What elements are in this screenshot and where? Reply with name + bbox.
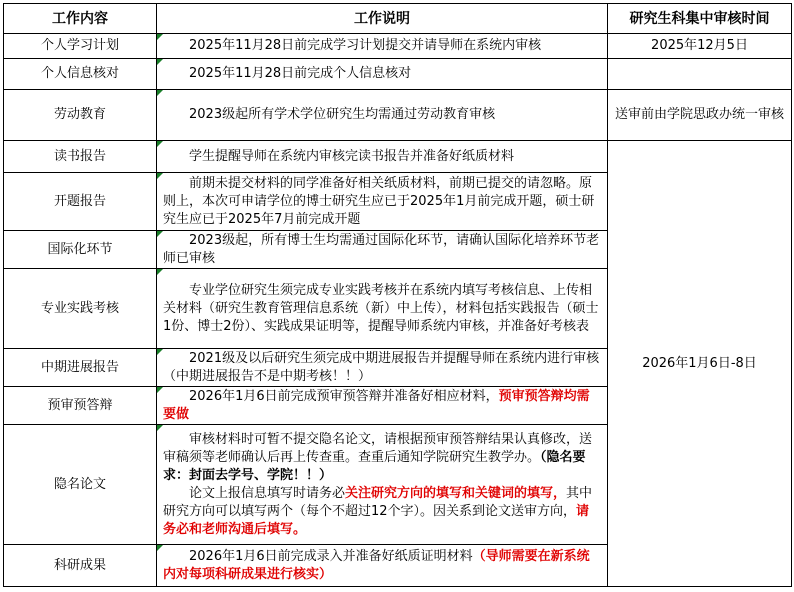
row-name: 劳动教育	[4, 90, 157, 141]
desc-text: 审核材料时可暂不提交隐名论文，请根据预审预答辩结果认真修改，送审稿须等老师确认后再上传查重。查重后通知学院研究生教学办。	[163, 431, 593, 465]
desc-text: 2026年1月6日前完成录入并准备好纸质证明材料	[189, 548, 473, 564]
desc-text: 其中研究方向可以填写两个（每个不超过12个字）。因关系到论文送审方向，	[163, 485, 593, 519]
desc-paragraph	[163, 485, 601, 539]
row-description: 前期未提交材料的同学准备好相关纸质材料，前期已提交的请忽略。原则上，本次可申请学位的博士研究生应已于2025年1月前完成开题，硕士研究生应已于2025年7月前完成开题	[157, 173, 608, 231]
row-description: 2025年11月28日前完成学习计划提交并请导师在系统内审核	[157, 34, 608, 59]
row-name: 读书报告	[4, 141, 157, 173]
row-description	[157, 387, 608, 425]
desc-highlight: 请务必和老师沟通后填写。	[163, 503, 590, 537]
merged-review-time: 2026年1月6日-8日	[608, 141, 792, 587]
table-row	[4, 90, 792, 141]
desc-highlight: 关注研究方向的填写和关键词的填写，	[345, 485, 567, 501]
row-name: 预审预答辩	[4, 387, 157, 425]
row-review-time: 2025年12月5日	[608, 34, 792, 59]
header-row	[4, 4, 792, 34]
row-description: 学生提醒导师在系统内审核完读书报告并准备好纸质材料	[157, 141, 608, 173]
header-work-content: 工作内容	[4, 4, 157, 34]
table-row	[4, 34, 792, 59]
row-description	[157, 425, 608, 545]
row-name: 国际化环节	[4, 231, 157, 269]
row-review-time	[608, 59, 792, 90]
row-name: 中期进展报告	[4, 349, 157, 387]
review-schedule-table	[3, 3, 792, 587]
table-row	[4, 59, 792, 90]
table-row	[4, 141, 792, 173]
header-work-description: 工作说明	[157, 4, 608, 34]
row-description	[157, 545, 608, 587]
desc-text: 2026年1月6日前完成预审预答辩并准备好相应材料，	[189, 388, 499, 404]
row-name: 专业实践考核	[4, 269, 157, 349]
header-review-time: 研究生科集中审核时间	[608, 4, 792, 34]
desc-text: 论文上报信息填写时请务必	[189, 485, 346, 501]
row-review-time: 送审前由学院思政办统一审核	[608, 90, 792, 141]
row-description: 2023级起所有学术学位研究生均需通过劳动教育审核	[157, 90, 608, 141]
row-name: 开题报告	[4, 173, 157, 231]
desc-highlight: 预审预答辩均需要做	[163, 388, 590, 422]
row-description: 2021级及以后研究生须完成中期进展报告并提醒导师在系统内进行审核（中期进展报告不是中期考核！！）	[157, 349, 608, 387]
row-name: 科研成果	[4, 545, 157, 587]
desc-paragraph	[163, 431, 601, 485]
desc-highlight: （导师需要在新系统内对每项科研成果进行核实）	[163, 548, 590, 582]
desc-emphasis: （隐名要求：封面去学号、学院！！）	[163, 449, 586, 483]
row-description: 专业学位研究生须完成专业实践考核并在系统内填写考核信息、上传相关材料（研究生教育管理信息系统（新）中上传），材料包括实践报告（硕士1份、博士2份）、实践成果证明等，提醒导师系统内审核，并准备好考核表	[157, 269, 608, 349]
row-name: 隐名论文	[4, 425, 157, 545]
row-name: 个人学习计划	[4, 34, 157, 59]
row-name: 个人信息核对	[4, 59, 157, 90]
row-description: 2023级起，所有博士生均需通过国际化环节，请确认国际化培养环节老师已审核	[157, 231, 608, 269]
row-description: 2025年11月28日前完成个人信息核对	[157, 59, 608, 90]
